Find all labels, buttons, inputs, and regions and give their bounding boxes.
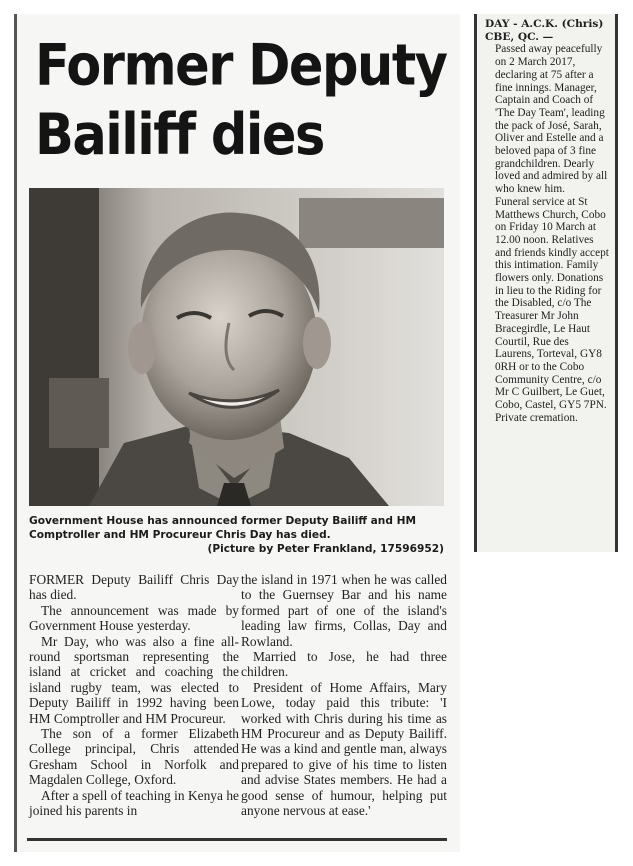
photo-caption [29,514,444,556]
notice-paragraph: Passed away peacefully on 2 March 2017, declaring at 75 after a fine innings. Manager, Captain and Coach of 'The Day Team', leading the pack of José, Sarah, Oliver and Estelle and a beloved papa of 3 fine grandchildren. Dearly loved and admired by all who knew him. [495,43,608,196]
bottom-rule [27,838,447,841]
article-column-2 [241,572,447,819]
paragraph: The son of a former Elizabeth College principal, Chris attended Gresham School in Norfolk and Magdalen College, Oxford. [29,726,239,788]
article-headline: Former Deputy Bailiff dies [35,33,447,169]
obituary-notice [474,14,618,552]
paragraph: President of Home Affairs, Mary Lowe, today paid this tribute: 'I worked with Chris during his time as HM Procureur and as Deputy Bailiff. He was a kind and gentle man, always prepared to give of his time to listen and advise States members. He had a good sense of humour, helping put anyone nervous at ease.' [241,679,447,819]
article-column-1 [29,572,239,819]
paragraph: FORMER Deputy Bailiff Chris Day has died. [29,572,239,603]
paragraph: the island in 1971 when he was called to the Guernsey Bar and his name formed part of one of the island's leading law firms, Collas, Day and Rowland. [241,572,447,649]
paragraph: Married to Jose, he had three children. [241,649,447,680]
caption-text: Government House has announced former Deputy Bailiff and HM Comptroller and HM Procureur Chris Day has died. [29,515,416,541]
portrait-image [29,188,444,506]
news-article [14,14,460,852]
photo-credit: (Picture by Peter Frankland, 17596952) [207,543,444,555]
paragraph: The announcement was made by Government House yesterday. [29,602,239,634]
notice-heading: DAY - A.C.K. (Chris) CBE, QC. — [485,18,604,43]
notice-paragraph: Funeral service at St Matthews Church, Cobo on Friday 10 March at 12.00 noon. Relatives and friends kindly accept this intimation. Family flowers only. Donations in lieu to the Riding for the Disabled, c/o The Treasurer Mr John Bracegirdle, Le Haut Courtil, Rue des Laurens, Torteval, GY8 0RH or to the Cobo Community Centre, c/o Mr C Guilbert, Le Guet, Cobo, Castel, GY5 7PN. Private cremation. [495,195,609,424]
paragraph: After a spell of teaching in Kenya he joined his parents in [29,787,239,819]
article-photo [29,188,444,506]
paragraph: Mr Day, who was also a fine all-round sportsman representing the island at cricket and coaching the island rugby team, was elected to Deputy Bailiff in 1992 having been HM Comptroller and HM Procureur. [29,633,239,726]
